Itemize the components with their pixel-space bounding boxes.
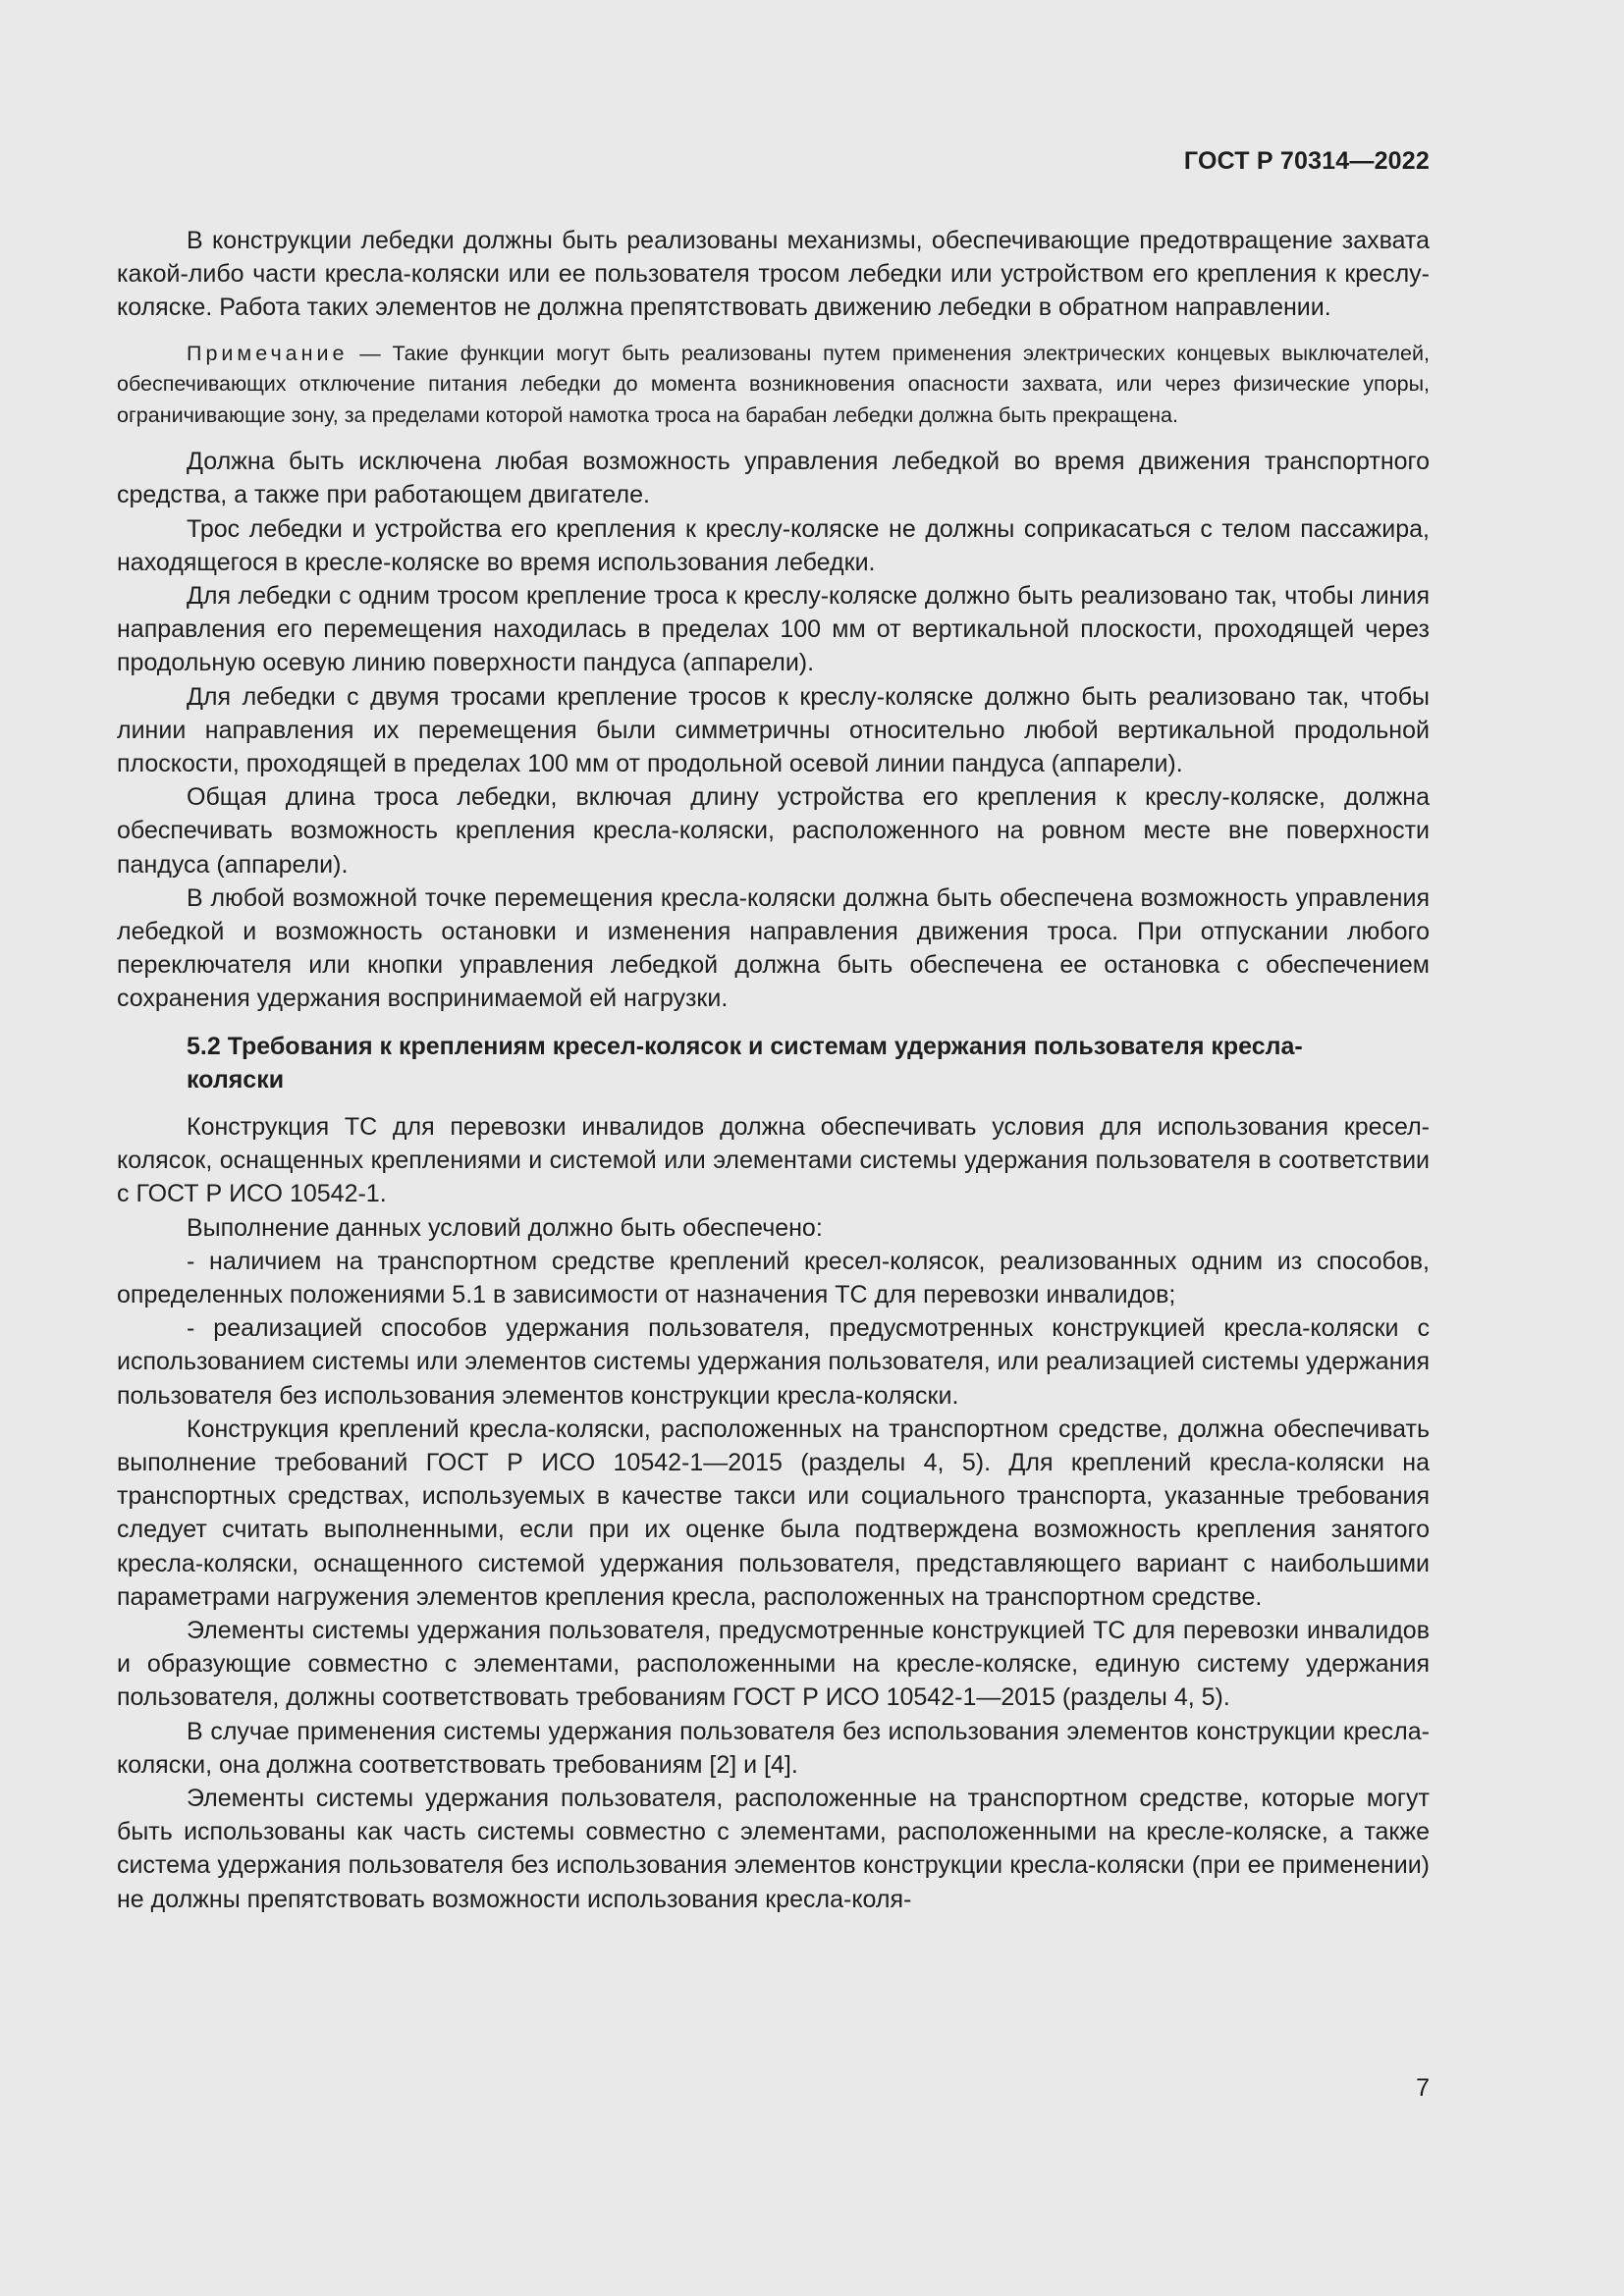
paragraph: Элементы системы удержания пользователя, расположенные на транспортном средстве, которые могут быть использованы как часть системы совместно с элементами, расположенными на кресле-коляске, а также система удержания пользователя без использования элементов конструкции кресла-коляски (при ее применении) не должны препятствовать возможности использования кресла-коля- [117,1785,1430,1913]
paragraph: Должна быть исключена любая возможность управления лебедкой во время движения транспортного средства, а также при работающем двигателе. [117,448,1430,509]
page-number: 7 [1416,2074,1430,2102]
page-body [117,224,1430,1916]
note-text: — Такие функции могут быть реализованы путем применения электрических концевых выключателей, обеспечивающих отключение питания лебедки до момента возникновения опасности захвата, или через физические упоры, ограничивающие зону, за пределами которой намотка троса на барабан лебедки должна быть прекращена. [117,341,1430,427]
paragraph: Трос лебедки и устройства его крепления к креслу-коляске не должны соприкасаться с телом пассажира, находящегося в кресле-коляске во время использования лебедки. [117,514,1430,576]
note-block [117,339,1430,432]
paragraph: Для лебедки с одним тросом крепление троса к креслу-коляске должно быть реализовано так, чтобы линия направления его перемещения находилась в пределах 100 мм от вертикальной плоскости, проходящей через продольную осевую линию поверхности пандуса (аппарели). [117,581,1430,677]
section-heading: 5.2 Требования к креплениям кресел-колясок и системам удержания пользователя кресла-коляски [187,1032,1303,1094]
paragraph: Выполнение данных условий должно быть обеспечено: [187,1213,823,1242]
list-item: - наличием на транспортном средстве креплений кресел-колясок, реализованных одним из способов, определенных положениями 5.1 в зависимости от назначения ТС для перевозки инвалидов; [117,1247,1430,1308]
note-label: Примечание [187,341,349,365]
paragraph: Конструкция креплений кресла-коляски, расположенных на транспортном средстве, должна обеспечивать выполнение требований ГОСТ Р ИСО 10542-1—2015 (разделы 4, 5). Для креплений кресла-коляски на транспортных средствах, используемых в качестве такси или социального транспорта, указанные требования следует считать выполненными, если при их оценке была подтверждена возможность крепления занятого кресла-коляски, оснащенного системой удержания пользователя, представляющего вариант с наибольшими параметрами нагружения элементов крепления кресла, расположенных на транспортном средстве. [117,1415,1430,1611]
document-number-header: ГОСТ Р 70314—2022 [1183,147,1430,175]
paragraph: Для лебедки с двумя тросами крепление тросов к креслу-коляске должно быть реализовано так, чтобы линии направления их перемещения были симметричны относительно любой вертикальной продольной плоскости, проходящей в пределах 100 мм от продольной осевой линии пандуса (аппарели). [117,682,1430,777]
paragraph: Конструкция ТС для перевозки инвалидов должна обеспечивать условия для использования кресел-колясок, оснащенных креплениями и системой или элементами системы удержания пользователя в соответствии с ГОСТ Р ИСО 10542-1. [117,1112,1430,1208]
paragraph: В конструкции лебедки должны быть реализованы механизмы, обеспечивающие предотвращение захвата какой-либо части кресла-коляски или ее пользователя тросом лебедки или устройством его крепления к креслу-коляске. Работа таких элементов не должна препятствовать движению лебедки в обратном направлении. [117,227,1430,322]
list-item: - реализацией способов удержания пользователя, предусмотренных конструкцией кресла-коляски с использованием системы или элементов системы удержания пользователя, или реализацией системы удержания пользователя без использования элементов конструкции кресла-коляски. [117,1314,1430,1410]
paragraph: В случае применения системы удержания пользователя без использования элементов конструкции кресла-коляски, она должна соответствовать требованиям [2] и [4]. [117,1717,1430,1779]
paragraph: В любой возможной точке перемещения кресла-коляски должна быть обеспечена возможность управления лебедкой и возможность остановки и изменения направления движения троса. При отпускании любого переключателя или кнопки управления лебедкой должна быть обеспечена ее остановка с обеспечением сохранения удержания воспринимаемой ей нагрузки. [117,883,1430,1013]
paragraph: Общая длина троса лебедки, включая длину устройства его крепления к креслу-коляске, должна обеспечивать возможность крепления кресла-коляски, расположенного на ровном месте вне поверхности пандуса (аппарели). [117,783,1430,879]
paragraph: Элементы системы удержания пользователя, предусмотренные конструкцией ТС для перевозки инвалидов и образующие совместно с элементами, расположенными на кресле-коляске, единую систему удержания пользователя, должны соответствовать требованиям ГОСТ Р ИСО 10542-1—2015 (разделы 4, 5). [117,1617,1430,1712]
